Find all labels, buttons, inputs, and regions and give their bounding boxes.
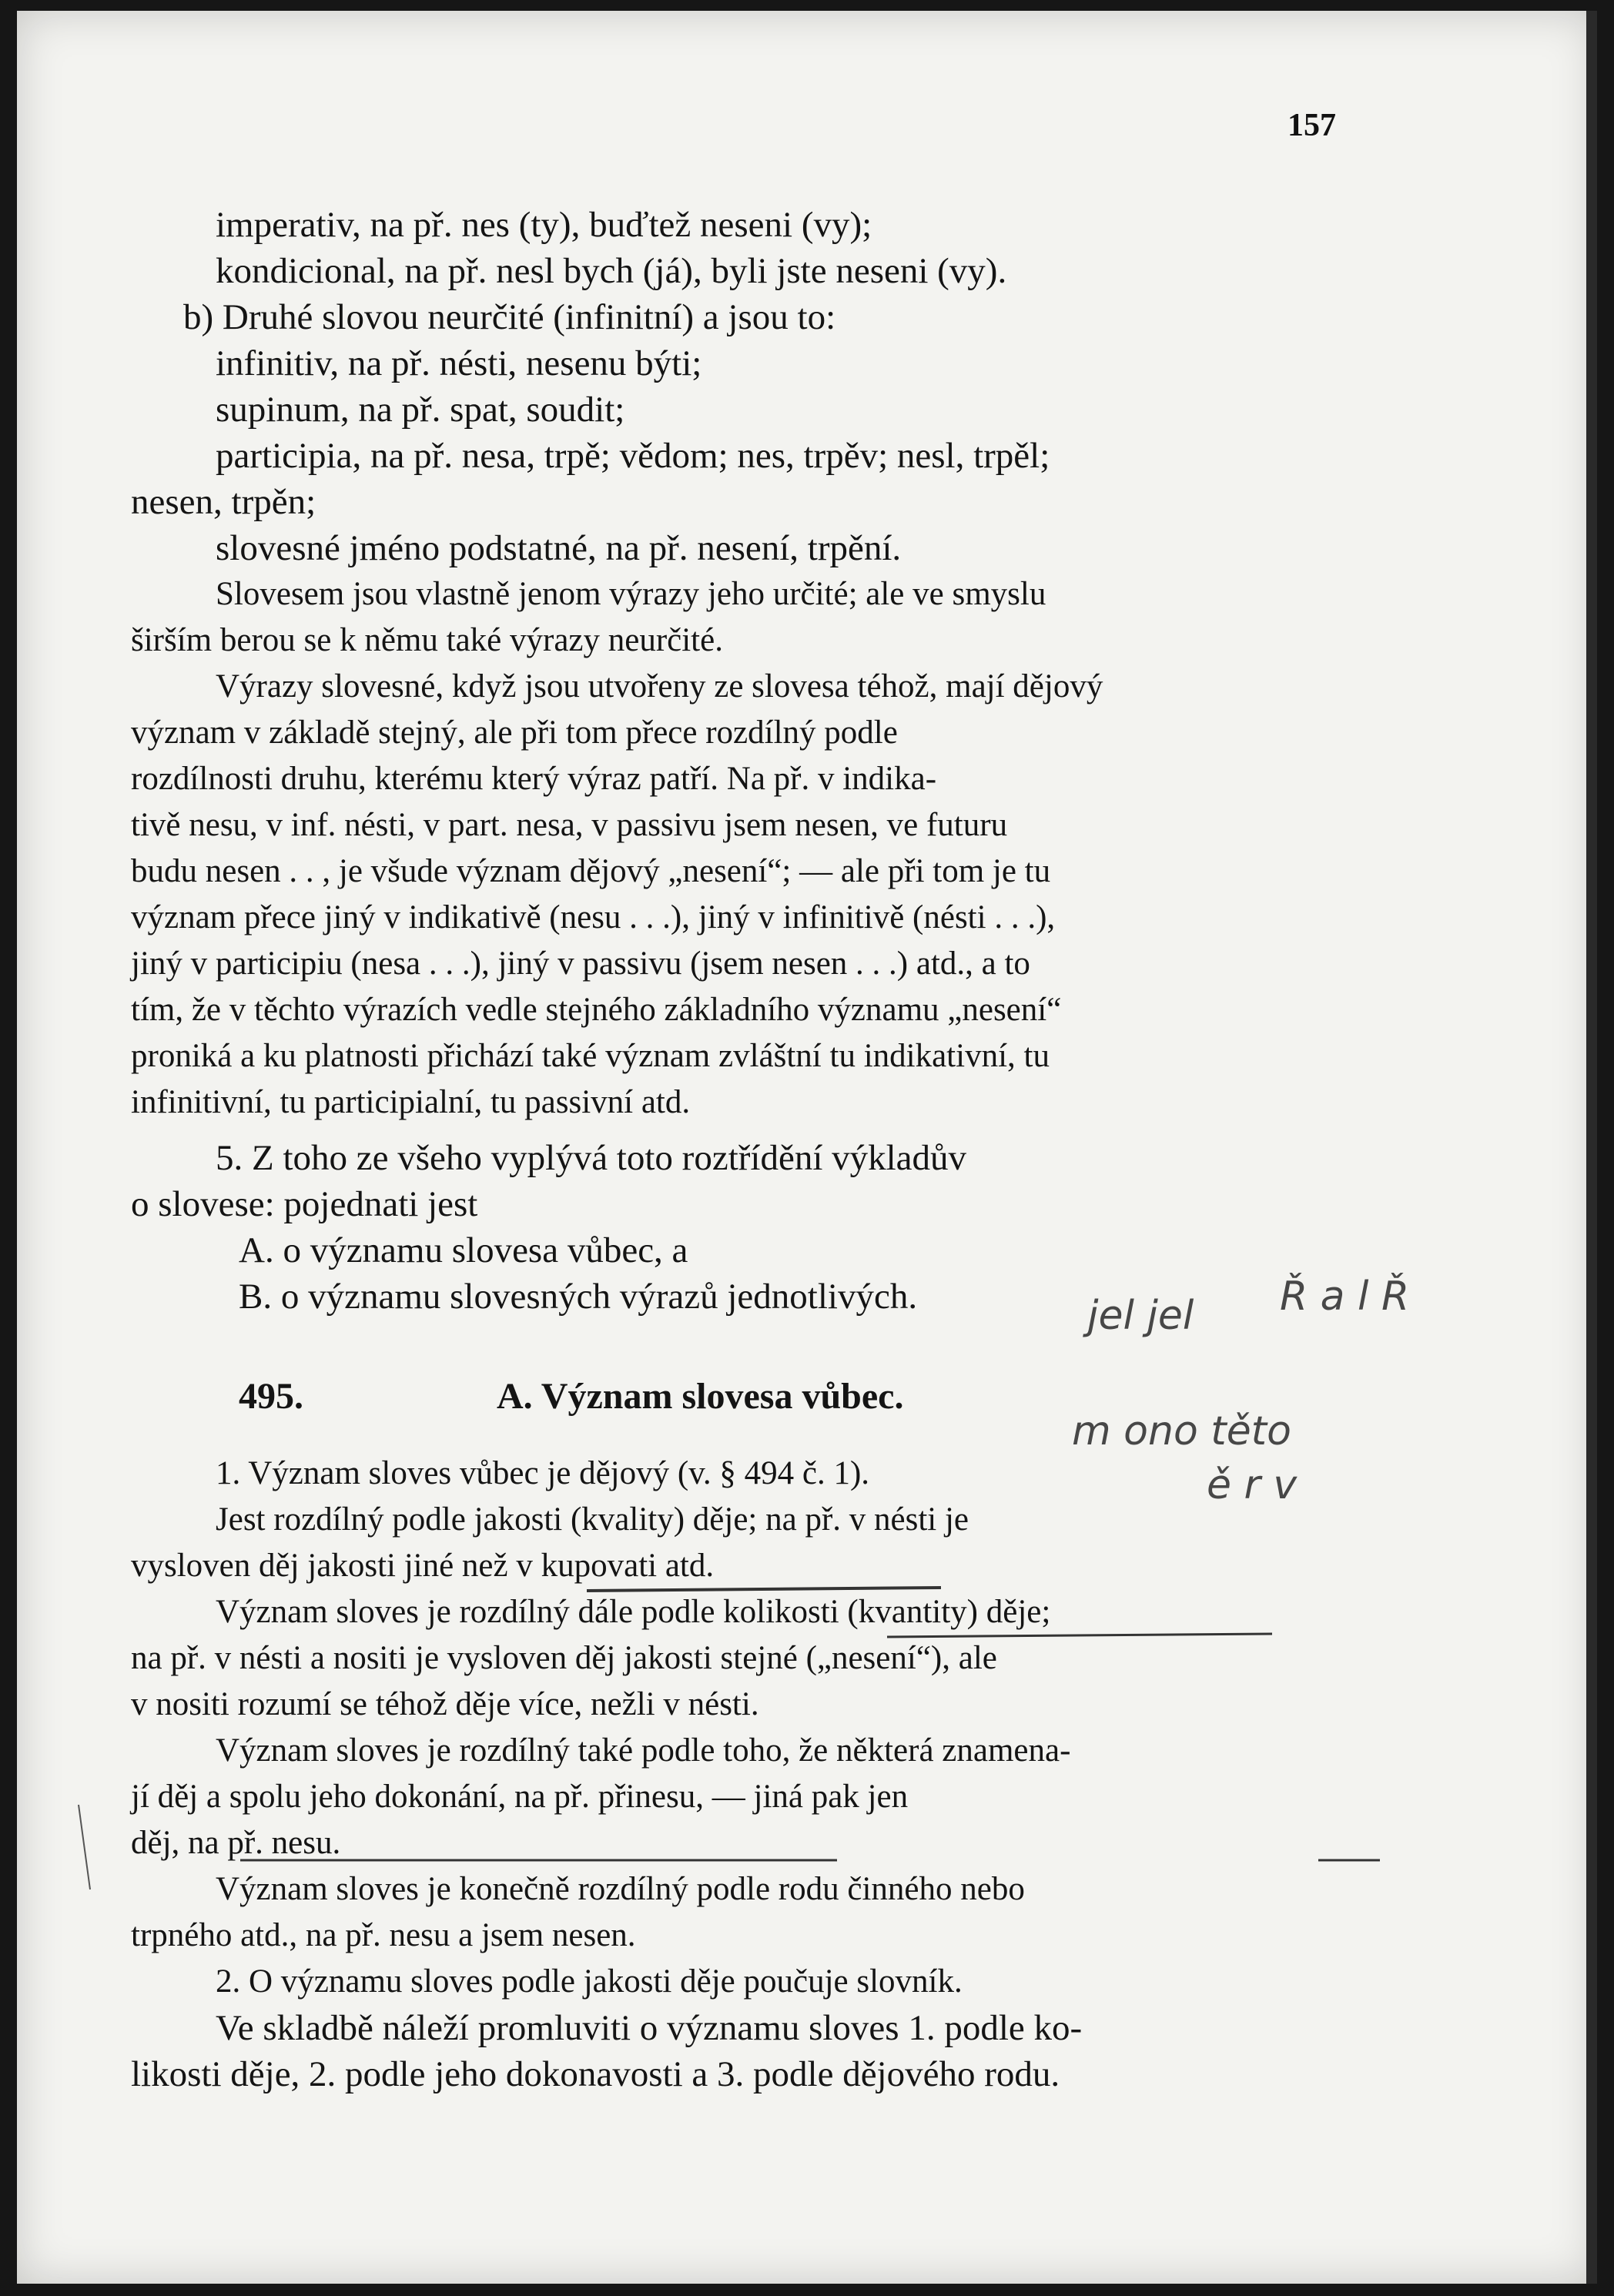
text-line: infinitivní, tu participialní, tu passivní atd. xyxy=(131,1084,691,1120)
section-title: A. Význam slovesa vůbec. xyxy=(497,1376,904,1417)
page-number: 157 xyxy=(1288,108,1336,143)
text-line: vysloven děj jakosti jiné než v kupovati atd. xyxy=(131,1548,715,1584)
handwritten-note: m ono těto xyxy=(1072,1408,1291,1454)
text-line: význam v základě stejný, ale při tom přece rozdílný podle xyxy=(131,715,898,751)
handwritten-note: jel jel xyxy=(1087,1293,1194,1339)
text-line: supinum, na př. spat, soudit; xyxy=(216,390,625,430)
text-line: budu nesen . . , je všude význam dějový „nesení“; — ale při tom je tu xyxy=(131,853,1051,889)
margin-mark xyxy=(79,1805,90,1889)
text-line: na př. v nésti a nositi je vysloven děj jakosti stejné („nesení“), ale xyxy=(131,1640,997,1676)
text-line: Jest rozdílný podle jakosti (kvality) děje; na př. v nésti je xyxy=(216,1501,969,1538)
text-line: slovesné jméno podstatné, na př. nesení, trpění. xyxy=(216,528,902,568)
text-line: Význam sloves je rozdílný dále podle kolikosti (kvantity) děje; xyxy=(216,1594,1051,1630)
text-line: b) Druhé slovou neurčité (infinitní) a jsou to: xyxy=(183,297,836,337)
text-line: infinitiv, na př. nésti, nesenu býti; xyxy=(216,343,702,383)
handwritten-note: Ř a l Ř xyxy=(1280,1274,1410,1320)
scanned-page xyxy=(17,11,1597,2284)
text-line: 2. O významu sloves podle jakosti děje poučuje slovník. xyxy=(216,1963,963,2000)
text-line: B. o významu slovesných výrazů jednotlivých. xyxy=(239,1277,918,1317)
text-line: v nositi rozumí se téhož děje více, nežli v nésti. xyxy=(131,1686,759,1722)
underline-mark xyxy=(887,1634,1272,1637)
text-line: tivě nesu, v inf. nésti, v part. nesa, v passivu jsem nesen, ve futuru xyxy=(131,807,1008,843)
text-line: Slovesem jsou vlastně jenom výrazy jeho určité; ale ve smyslu xyxy=(216,576,1046,612)
text-line: jí děj a spolu jeho dokonání, na př. přinesu, — jiná pak jen xyxy=(131,1779,909,1815)
text-line: Význam sloves je konečně rozdílný podle rodu činného nebo xyxy=(216,1871,1025,1907)
pen-marks xyxy=(17,11,1597,2284)
strike-mark xyxy=(587,1588,941,1591)
text-line: 1. Význam sloves vůbec je dějový (v. § 494 č. 1). xyxy=(216,1455,870,1491)
text-line: proniká a ku platnosti přichází také význam zvláštní tu indikativní, tu xyxy=(131,1038,1050,1074)
text-line: Výrazy slovesné, když jsou utvořeny ze slovesa téhož, mají dějový xyxy=(216,668,1103,705)
text-line: jiný v participiu (nesa . . .), jiný v passivu (jsem nesen . . .) atd., a to xyxy=(131,946,1030,982)
handwritten-note: ě r v xyxy=(1207,1462,1298,1508)
text-line: A. o významu slovesa vůbec, a xyxy=(239,1230,688,1270)
text-line: likosti děje, 2. podle jeho dokonavosti a 3. podle dějového rodu. xyxy=(131,2054,1060,2094)
section-number: 495. xyxy=(239,1376,303,1417)
text-line: širším berou se k němu také výrazy neurčité. xyxy=(131,622,723,658)
text-line: imperativ, na př. nes (ty), buďtež neseni (vy); xyxy=(216,205,872,245)
text-line: děj, na př. nesu. xyxy=(131,1825,341,1861)
text-line: tím, že v těchto výrazích vedle stejného základního významu „nesení“ xyxy=(131,992,1062,1028)
text-line: rozdílnosti druhu, kterému který výraz patří. Na př. v indika- xyxy=(131,761,937,797)
text-line: trpného atd., na př. nesu a jsem nesen. xyxy=(131,1917,636,1953)
text-line: o slovese: pojednati jest xyxy=(131,1184,478,1224)
text-line: nesen, trpěn; xyxy=(131,482,316,522)
text-line: 5. Z toho ze všeho vyplývá toto roztřídění výkladův xyxy=(216,1138,967,1178)
text-line: význam přece jiný v indikativě (nesu . . .), jiný v infinitivě (nésti . . .), xyxy=(131,899,1056,935)
text-line: Ve skladbě náleží promluviti o významu sloves 1. podle ko- xyxy=(216,2008,1083,2048)
text-line: Význam sloves je rozdílný také podle toho, že některá znamena- xyxy=(216,1732,1071,1769)
text-line: participia, na př. nesa, trpě; vědom; nes, trpěv; nesl, trpěl; xyxy=(216,436,1050,476)
text-line: kondicional, na př. nesl bych (já), byli jste neseni (vy). xyxy=(216,251,1007,291)
